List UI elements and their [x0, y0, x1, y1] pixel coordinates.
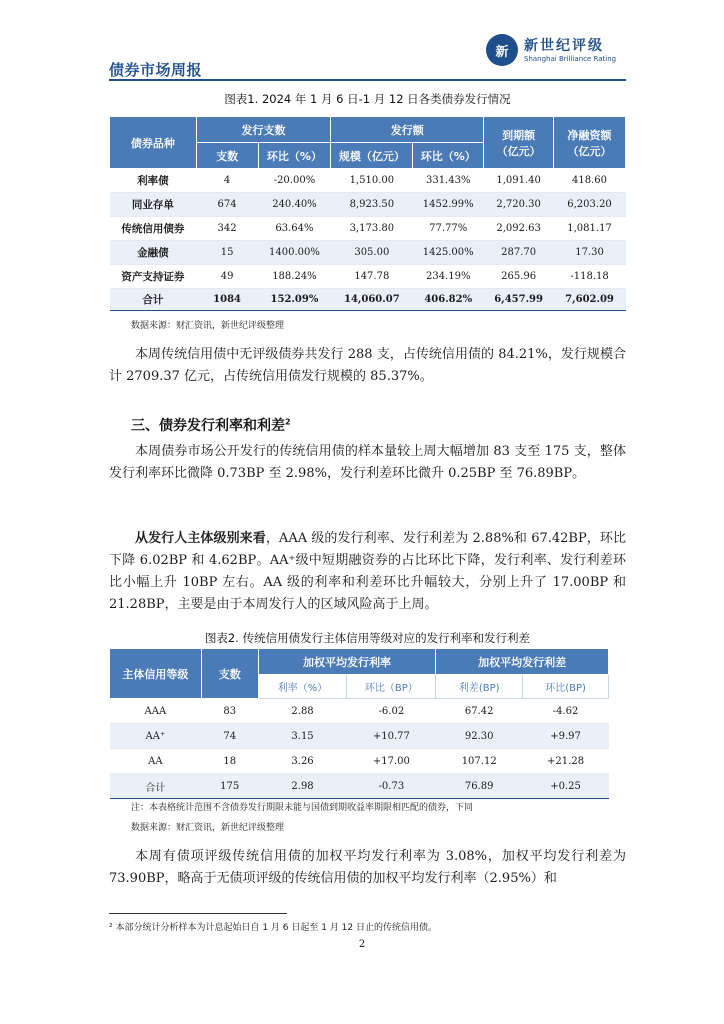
table-row: [110, 169, 626, 193]
section-heading: [131, 415, 291, 435]
header-scale-mom: 环比（%）: [413, 143, 484, 169]
cell: AAA: [110, 699, 202, 724]
cell: +9.97: [523, 724, 609, 749]
header-spread: 利差(BP): [436, 675, 523, 699]
header-rate-mom: 环比（BP）: [347, 675, 436, 699]
logo-chinese-name: 新世纪评级: [524, 38, 604, 54]
cell: -4.62: [523, 699, 609, 724]
header-rate: 利率（%）: [258, 675, 347, 699]
footnote: ² 本部分统计分析样本为计息起始日自 1 月 6 日起至 1 月 12 日止的传统信用债。: [109, 923, 437, 933]
cell: 1,091.40: [484, 169, 554, 193]
table-total-row: [110, 774, 609, 799]
rating-rate-table: [109, 648, 609, 799]
header-rate-group: 加权平均发行利率: [258, 649, 436, 675]
table2-caption: 图表2. 传统信用债发行主体信用等级对应的发行利率和发行利差: [204, 631, 531, 645]
cell: +21.28: [523, 749, 609, 774]
paragraph-unrated-bonds: 本周传统信用债中无评级债券共发行 288 支，占传统信用债的 84.21%，发行规模合计 2709.37 亿元，占传统信用债发行规模的 85.37%。: [109, 347, 626, 384]
paragraph-by-rating: [109, 528, 626, 616]
header-maturity: 到期额（亿元）: [484, 117, 554, 169]
cell: 240.40%: [258, 193, 331, 217]
header-net-financing: 净融资额（亿元）: [554, 117, 626, 169]
report-title: 债券市场周报: [109, 61, 203, 79]
cell: 175: [201, 774, 258, 799]
table-row: [110, 265, 626, 289]
cell: 7,602.09: [554, 289, 626, 311]
table-row: [110, 217, 626, 241]
cell: -118.18: [554, 265, 626, 289]
cell: 331.43%: [413, 169, 484, 193]
cell: 76.89: [436, 774, 523, 799]
cell: 287.70: [484, 241, 554, 265]
table2-note: 注：本表格统计范围不含债券发行期限未能与国债到期收益率期限相匹配的债券，下同: [131, 803, 474, 813]
cell: 2.88: [258, 699, 347, 724]
cell: 合计: [110, 774, 202, 799]
cell: 342: [196, 217, 258, 241]
cell: 406.82%: [413, 289, 484, 311]
cell: AA: [110, 749, 202, 774]
cell: 147.78: [331, 265, 413, 289]
cell: 17.30: [554, 241, 626, 265]
section-title: 三、债券发行利率和利差: [131, 418, 285, 434]
cell: 8,923.50: [331, 193, 413, 217]
cell: 305.00: [331, 241, 413, 265]
cell: 188.24%: [258, 265, 331, 289]
cell: 6,203.20: [554, 193, 626, 217]
cell: 利率债: [110, 169, 197, 193]
footnote-marker: 2: [285, 417, 291, 427]
header-spread-group: 加权平均发行利差: [436, 649, 609, 675]
header-count: 支数: [201, 649, 258, 699]
cell: 67.42: [436, 699, 523, 724]
header-count-mom: 环比（%）: [258, 143, 331, 169]
footnote-divider: [109, 913, 287, 914]
header-spread-mom: 环比(BP): [523, 675, 609, 699]
cell: 3,173.80: [331, 217, 413, 241]
cell: 152.09%: [258, 289, 331, 311]
cell: 1425.00%: [413, 241, 484, 265]
paragraph-rated-bonds: 本周有债项评级传统信用债的加权平均发行利率为 3.08%，加权平均发行利差为 73.90BP，略高于无债项评级的传统信用债的加权平均发行利率（2.95%）和: [109, 849, 626, 886]
header-divider: [109, 79, 626, 81]
table-total-row: [110, 289, 626, 311]
paragraph-lead: 从发行人主体级别来看: [135, 531, 266, 546]
company-logo: [486, 34, 626, 70]
cell: -0.73: [347, 774, 436, 799]
cell: 92.30: [436, 724, 523, 749]
table-row: [110, 724, 609, 749]
cell: 1084: [196, 289, 258, 311]
header-count: 支数: [196, 143, 258, 169]
cell: 83: [201, 699, 258, 724]
header-count-group: 发行支数: [196, 117, 331, 143]
cell: -20.00%: [258, 169, 331, 193]
cell: 同业存单: [110, 193, 197, 217]
cell: 1,081.17: [554, 217, 626, 241]
cell: 3.15: [258, 724, 347, 749]
bond-issuance-table: [109, 116, 626, 311]
cell: 674: [196, 193, 258, 217]
logo-emblem-icon: 新: [486, 34, 518, 66]
cell: 2.98: [258, 774, 347, 799]
table1-caption: 图表1. 2024 年 1 月 6 日-1 月 12 日各类债券发行情况: [224, 92, 511, 106]
cell: 1,510.00: [331, 169, 413, 193]
table-row: [110, 193, 626, 217]
header-grade: 主体信用等级: [110, 649, 202, 699]
cell: 3.26: [258, 749, 347, 774]
cell: 金融债: [110, 241, 197, 265]
cell: AA⁺: [110, 724, 202, 749]
cell: 1452.99%: [413, 193, 484, 217]
cell: 14,060.07: [331, 289, 413, 311]
cell: 2,720.30: [484, 193, 554, 217]
cell: 15: [196, 241, 258, 265]
cell: -6.02: [347, 699, 436, 724]
header-scale: 规模（亿元）: [331, 143, 413, 169]
cell: 合计: [110, 289, 197, 311]
header-amount-group: 发行额: [331, 117, 484, 143]
cell: 资产支持证券: [110, 265, 197, 289]
header-variety: 债券品种: [110, 117, 197, 169]
cell: 418.60: [554, 169, 626, 193]
table2-source: 数据来源：财汇资讯，新世纪评级整理: [131, 823, 285, 833]
cell: 6,457.99: [484, 289, 554, 311]
table-row: [110, 241, 626, 265]
cell: +17.00: [347, 749, 436, 774]
cell: 49: [196, 265, 258, 289]
paragraph-issuance-rates: 本周债券市场公开发行的传统信用债的样本量较上周大幅增加 83 支至 175 支，整体发行利率环比微降 0.73BP 至 2.98%，发行利差环比微升 0.25BP 至 76.89BP。: [109, 444, 626, 481]
cell: 77.77%: [413, 217, 484, 241]
table1-source: 数据来源：财汇资讯，新世纪评级整理: [131, 321, 285, 331]
cell: 传统信用债券: [110, 217, 197, 241]
cell: +0.25: [523, 774, 609, 799]
table-row: [110, 749, 609, 774]
page-number: 2: [358, 939, 366, 950]
cell: 1400.00%: [258, 241, 331, 265]
paragraph-body: ，AAA 级的发行利率、发行利差为 2.88%和 67.42BP，环比下降 6.02BP 和 4.62BP。AA⁺级中短期融资券的占比环比下降，发行利率、发行利差环比小幅上升 10BP 左右。AA 级的利率和利差环比升幅较大，分别上升了 17.00BP 和 21.28BP，主要是由于本周发行人的区域风险高于上周。: [109, 531, 626, 612]
cell: 2,092.63: [484, 217, 554, 241]
cell: 18: [201, 749, 258, 774]
cell: 4: [196, 169, 258, 193]
cell: 107.12: [436, 749, 523, 774]
cell: 63.64%: [258, 217, 331, 241]
logo-english-name: Shanghai Brilliance Rating: [524, 55, 617, 63]
cell: +10.77: [347, 724, 436, 749]
cell: 74: [201, 724, 258, 749]
cell: 265.96: [484, 265, 554, 289]
table-row: [110, 699, 609, 724]
cell: 234.19%: [413, 265, 484, 289]
